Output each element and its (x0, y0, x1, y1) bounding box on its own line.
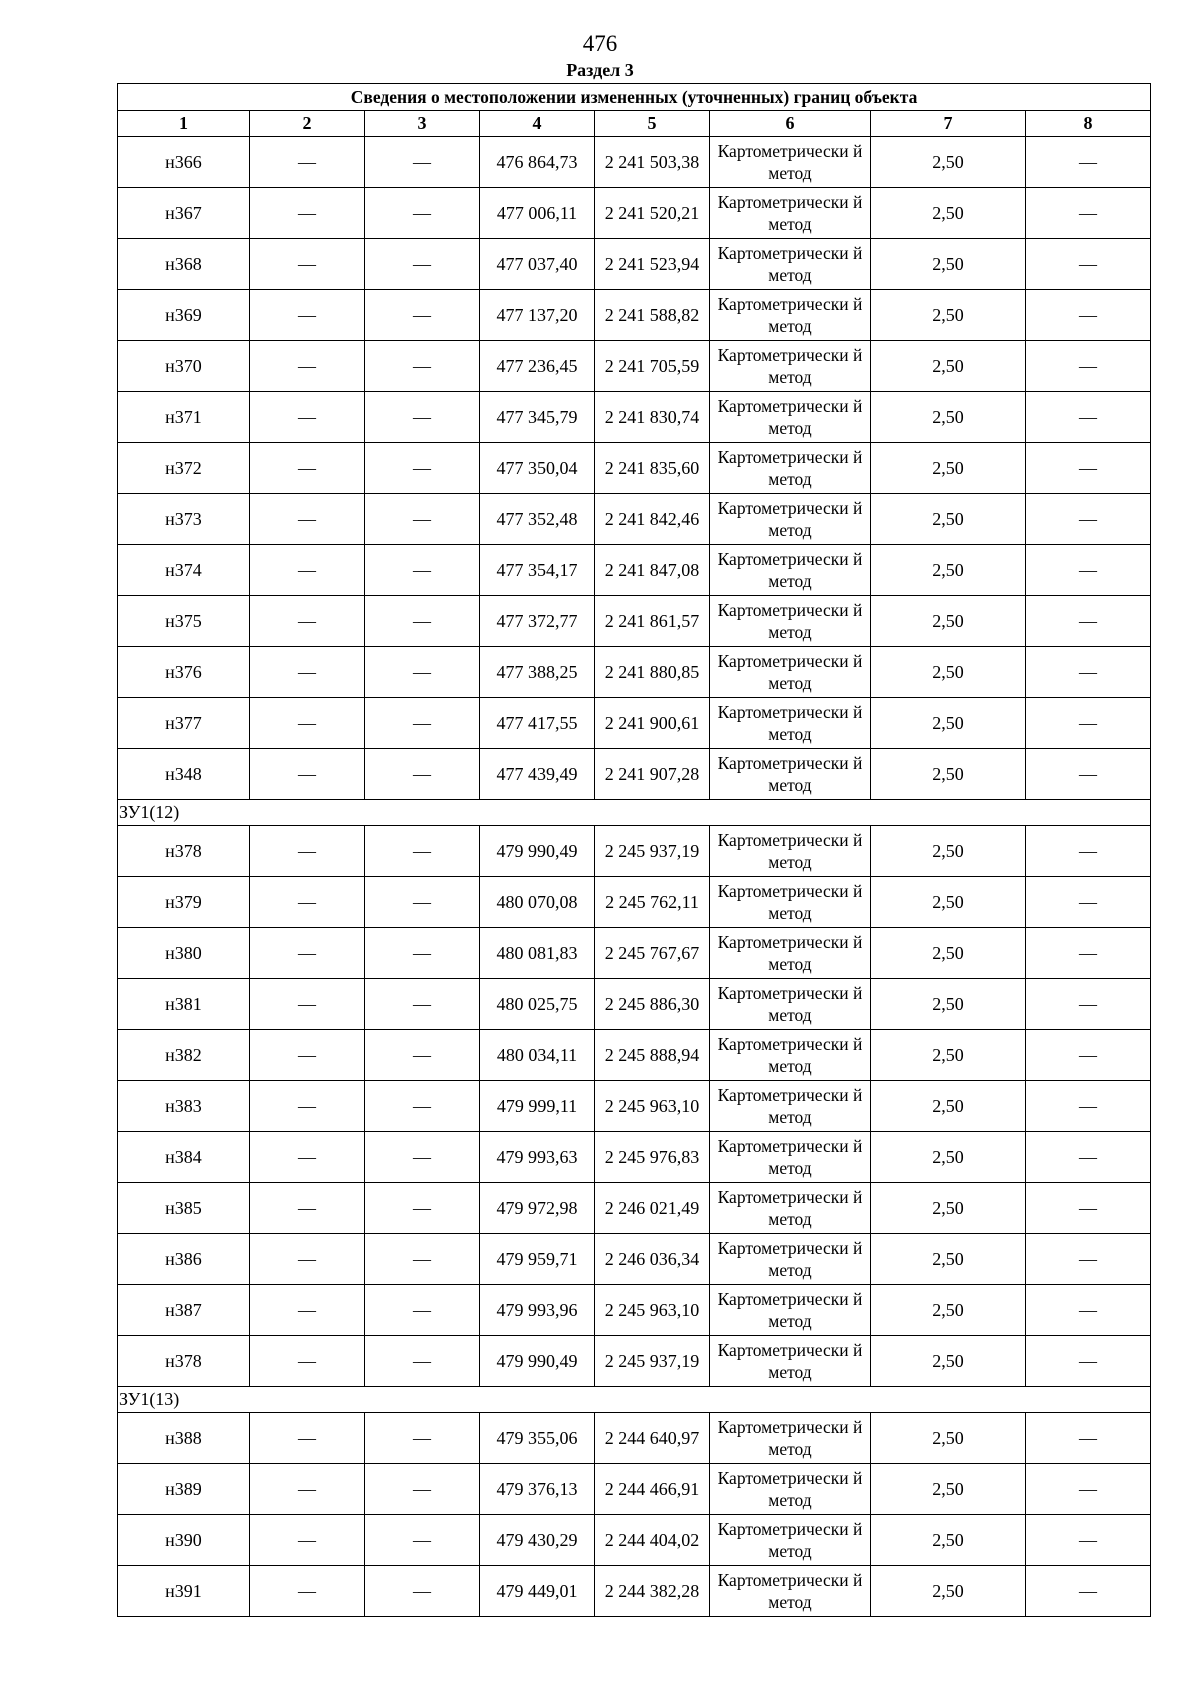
table-row (118, 290, 1151, 341)
col3-value: — (365, 877, 480, 928)
section-title: Раздел 3 (566, 60, 634, 80)
x-coordinate: 477 417,55 (480, 698, 595, 749)
col2-value: — (250, 698, 365, 749)
col8-value: — (1026, 647, 1151, 698)
x-coordinate: 479 990,49 (480, 1336, 595, 1387)
col8-value: — (1026, 877, 1151, 928)
col3-value: — (365, 239, 480, 290)
point-name: н371 (118, 392, 250, 443)
accuracy: 2,50 (871, 290, 1026, 341)
col8-value: — (1026, 1030, 1151, 1081)
point-name: н381 (118, 979, 250, 1030)
col8-value: — (1026, 698, 1151, 749)
accuracy: 2,50 (871, 1030, 1026, 1081)
table-row (118, 596, 1151, 647)
col2-value: — (250, 1464, 365, 1515)
x-coordinate: 479 430,29 (480, 1515, 595, 1566)
x-coordinate: 477 439,49 (480, 749, 595, 800)
col2-value: — (250, 1183, 365, 1234)
col3-value: — (365, 1234, 480, 1285)
y-coordinate: 2 241 847,08 (595, 545, 710, 596)
accuracy: 2,50 (871, 239, 1026, 290)
y-coordinate: 2 246 021,49 (595, 1183, 710, 1234)
col3-value: — (365, 979, 480, 1030)
column-number: 5 (595, 111, 710, 137)
x-coordinate: 477 354,17 (480, 545, 595, 596)
column-number: 6 (710, 111, 871, 137)
table-row (118, 647, 1151, 698)
group-row (118, 1387, 1151, 1413)
point-name: н375 (118, 596, 250, 647)
x-coordinate: 479 355,06 (480, 1413, 595, 1464)
column-number: 2 (250, 111, 365, 137)
col3-value: — (365, 392, 480, 443)
col2-value: — (250, 1413, 365, 1464)
y-coordinate: 2 244 382,28 (595, 1566, 710, 1617)
y-coordinate: 2 241 861,57 (595, 596, 710, 647)
col8-value: — (1026, 826, 1151, 877)
col2-value: — (250, 1336, 365, 1387)
accuracy: 2,50 (871, 494, 1026, 545)
point-name: н377 (118, 698, 250, 749)
accuracy: 2,50 (871, 1413, 1026, 1464)
col8-value: — (1026, 928, 1151, 979)
col3-value: — (365, 1464, 480, 1515)
method: Картометрически й метод (710, 826, 871, 877)
col8-value: — (1026, 239, 1151, 290)
col3-value: — (365, 494, 480, 545)
col8-value: — (1026, 137, 1151, 188)
y-coordinate: 2 245 767,67 (595, 928, 710, 979)
x-coordinate: 480 025,75 (480, 979, 595, 1030)
column-number-row (118, 111, 1151, 137)
col3-value: — (365, 290, 480, 341)
table-row (118, 137, 1151, 188)
col3-value: — (365, 443, 480, 494)
method: Картометрически й метод (710, 749, 871, 800)
method: Картометрически й метод (710, 1464, 871, 1515)
col2-value: — (250, 1566, 365, 1617)
col3-value: — (365, 826, 480, 877)
point-name: н368 (118, 239, 250, 290)
col8-value: — (1026, 1234, 1151, 1285)
col8-value: — (1026, 341, 1151, 392)
accuracy: 2,50 (871, 1464, 1026, 1515)
table-row (118, 545, 1151, 596)
point-name: н376 (118, 647, 250, 698)
y-coordinate: 2 244 466,91 (595, 1464, 710, 1515)
accuracy: 2,50 (871, 1081, 1026, 1132)
method: Картометрически й метод (710, 1515, 871, 1566)
col8-value: — (1026, 1336, 1151, 1387)
col2-value: — (250, 239, 365, 290)
y-coordinate: 2 245 976,83 (595, 1132, 710, 1183)
point-name: н385 (118, 1183, 250, 1234)
table-row (118, 1132, 1151, 1183)
col8-value: — (1026, 545, 1151, 596)
accuracy: 2,50 (871, 596, 1026, 647)
column-number: 8 (1026, 111, 1151, 137)
y-coordinate: 2 245 762,11 (595, 877, 710, 928)
method: Картометрически й метод (710, 647, 871, 698)
method: Картометрически й метод (710, 1081, 871, 1132)
col2-value: — (250, 979, 365, 1030)
accuracy: 2,50 (871, 1285, 1026, 1336)
group-label: ЗУ1(12) (118, 800, 1151, 826)
y-coordinate: 2 241 523,94 (595, 239, 710, 290)
col2-value: — (250, 137, 365, 188)
coordinates-table (117, 83, 1151, 1617)
col3-value: — (365, 749, 480, 800)
page-number: 476 (582, 31, 618, 56)
group-row (118, 800, 1151, 826)
x-coordinate: 480 081,83 (480, 928, 595, 979)
col2-value: — (250, 1234, 365, 1285)
method: Картометрически й метод (710, 137, 871, 188)
column-number: 3 (365, 111, 480, 137)
col3-value: — (365, 1336, 480, 1387)
col8-value: — (1026, 1285, 1151, 1336)
table-row (118, 1030, 1151, 1081)
table-row (118, 698, 1151, 749)
col3-value: — (365, 1030, 480, 1081)
col2-value: — (250, 443, 365, 494)
table-row (118, 1336, 1151, 1387)
point-name: н374 (118, 545, 250, 596)
table-row (118, 1566, 1151, 1617)
x-coordinate: 479 376,13 (480, 1464, 595, 1515)
y-coordinate: 2 244 640,97 (595, 1413, 710, 1464)
table-row (118, 1081, 1151, 1132)
col2-value: — (250, 877, 365, 928)
y-coordinate: 2 241 907,28 (595, 749, 710, 800)
point-name: н386 (118, 1234, 250, 1285)
col2-value: — (250, 1081, 365, 1132)
col8-value: — (1026, 1413, 1151, 1464)
col8-value: — (1026, 1464, 1151, 1515)
point-name: н384 (118, 1132, 250, 1183)
y-coordinate: 2 241 900,61 (595, 698, 710, 749)
col3-value: — (365, 698, 480, 749)
x-coordinate: 477 236,45 (480, 341, 595, 392)
accuracy: 2,50 (871, 392, 1026, 443)
col2-value: — (250, 545, 365, 596)
x-coordinate: 479 993,63 (480, 1132, 595, 1183)
col2-value: — (250, 494, 365, 545)
col3-value: — (365, 1132, 480, 1183)
accuracy: 2,50 (871, 1183, 1026, 1234)
table-row (118, 341, 1151, 392)
accuracy: 2,50 (871, 341, 1026, 392)
y-coordinate: 2 241 705,59 (595, 341, 710, 392)
x-coordinate: 477 372,77 (480, 596, 595, 647)
point-name: н387 (118, 1285, 250, 1336)
col3-value: — (365, 188, 480, 239)
accuracy: 2,50 (871, 698, 1026, 749)
col3-value: — (365, 1081, 480, 1132)
method: Картометрически й метод (710, 1336, 871, 1387)
accuracy: 2,50 (871, 979, 1026, 1030)
x-coordinate: 476 864,73 (480, 137, 595, 188)
method: Картометрически й метод (710, 443, 871, 494)
x-coordinate: 480 034,11 (480, 1030, 595, 1081)
y-coordinate: 2 246 036,34 (595, 1234, 710, 1285)
y-coordinate: 2 245 937,19 (595, 1336, 710, 1387)
point-name: н372 (118, 443, 250, 494)
col8-value: — (1026, 979, 1151, 1030)
point-name: н390 (118, 1515, 250, 1566)
col2-value: — (250, 188, 365, 239)
x-coordinate: 480 070,08 (480, 877, 595, 928)
y-coordinate: 2 241 880,85 (595, 647, 710, 698)
x-coordinate: 477 006,11 (480, 188, 595, 239)
y-coordinate: 2 245 963,10 (595, 1285, 710, 1336)
method: Картометрически й метод (710, 1413, 871, 1464)
y-coordinate: 2 245 886,30 (595, 979, 710, 1030)
col3-value: — (365, 1285, 480, 1336)
method: Картометрически й метод (710, 1132, 871, 1183)
x-coordinate: 479 959,71 (480, 1234, 595, 1285)
table-row (118, 188, 1151, 239)
col3-value: — (365, 1566, 480, 1617)
col8-value: — (1026, 188, 1151, 239)
method: Картометрически й метод (710, 979, 871, 1030)
col8-value: — (1026, 596, 1151, 647)
col8-value: — (1026, 1081, 1151, 1132)
accuracy: 2,50 (871, 1515, 1026, 1566)
col2-value: — (250, 749, 365, 800)
table-row (118, 239, 1151, 290)
accuracy: 2,50 (871, 1336, 1026, 1387)
method: Картометрически й метод (710, 1566, 871, 1617)
col3-value: — (365, 928, 480, 979)
accuracy: 2,50 (871, 1132, 1026, 1183)
table-row (118, 443, 1151, 494)
col3-value: — (365, 647, 480, 698)
y-coordinate: 2 245 937,19 (595, 826, 710, 877)
accuracy: 2,50 (871, 877, 1026, 928)
accuracy: 2,50 (871, 1566, 1026, 1617)
x-coordinate: 479 972,98 (480, 1183, 595, 1234)
method: Картометрически й метод (710, 392, 871, 443)
x-coordinate: 477 352,48 (480, 494, 595, 545)
col8-value: — (1026, 392, 1151, 443)
x-coordinate: 479 449,01 (480, 1566, 595, 1617)
table-row (118, 392, 1151, 443)
y-coordinate: 2 245 963,10 (595, 1081, 710, 1132)
col2-value: — (250, 341, 365, 392)
point-name: н391 (118, 1566, 250, 1617)
y-coordinate: 2 245 888,94 (595, 1030, 710, 1081)
col8-value: — (1026, 1132, 1151, 1183)
x-coordinate: 479 990,49 (480, 826, 595, 877)
x-coordinate: 477 350,04 (480, 443, 595, 494)
table-row (118, 749, 1151, 800)
table-row (118, 1413, 1151, 1464)
col2-value: — (250, 596, 365, 647)
table-row (118, 494, 1151, 545)
col3-value: — (365, 137, 480, 188)
y-coordinate: 2 241 830,74 (595, 392, 710, 443)
y-coordinate: 2 241 588,82 (595, 290, 710, 341)
table-caption-row (118, 84, 1151, 111)
point-name: н366 (118, 137, 250, 188)
x-coordinate: 479 999,11 (480, 1081, 595, 1132)
method: Картометрически й метод (710, 698, 871, 749)
table-row (118, 979, 1151, 1030)
col3-value: — (365, 341, 480, 392)
method: Картометрически й метод (710, 1183, 871, 1234)
table-row (118, 1464, 1151, 1515)
col3-value: — (365, 596, 480, 647)
point-name: н380 (118, 928, 250, 979)
y-coordinate: 2 241 503,38 (595, 137, 710, 188)
method: Картометрически й метод (710, 239, 871, 290)
point-name: н389 (118, 1464, 250, 1515)
table-row (118, 1183, 1151, 1234)
method: Картометрически й метод (710, 596, 871, 647)
group-label: ЗУ1(13) (118, 1387, 1151, 1413)
column-number: 7 (871, 111, 1026, 137)
method: Картометрически й метод (710, 290, 871, 341)
accuracy: 2,50 (871, 647, 1026, 698)
method: Картометрически й метод (710, 545, 871, 596)
col8-value: — (1026, 494, 1151, 545)
method: Картометрически й метод (710, 1285, 871, 1336)
point-name: н382 (118, 1030, 250, 1081)
column-number: 1 (118, 111, 250, 137)
col8-value: — (1026, 1183, 1151, 1234)
table-row (118, 1285, 1151, 1336)
x-coordinate: 479 993,96 (480, 1285, 595, 1336)
point-name: н367 (118, 188, 250, 239)
col2-value: — (250, 392, 365, 443)
table-row (118, 826, 1151, 877)
col3-value: — (365, 1183, 480, 1234)
accuracy: 2,50 (871, 137, 1026, 188)
table-body (118, 137, 1151, 1617)
col8-value: — (1026, 1515, 1151, 1566)
accuracy: 2,50 (871, 928, 1026, 979)
y-coordinate: 2 241 520,21 (595, 188, 710, 239)
point-name: н379 (118, 877, 250, 928)
method: Картометрически й метод (710, 494, 871, 545)
method: Картометрически й метод (710, 1030, 871, 1081)
y-coordinate: 2 241 835,60 (595, 443, 710, 494)
col8-value: — (1026, 1566, 1151, 1617)
column-number: 4 (480, 111, 595, 137)
col2-value: — (250, 928, 365, 979)
method: Картометрически й метод (710, 341, 871, 392)
method: Картометрически й метод (710, 1234, 871, 1285)
point-name: н370 (118, 341, 250, 392)
accuracy: 2,50 (871, 826, 1026, 877)
table-row (118, 1234, 1151, 1285)
col8-value: — (1026, 749, 1151, 800)
method: Картометрически й метод (710, 877, 871, 928)
table-row (118, 877, 1151, 928)
x-coordinate: 477 388,25 (480, 647, 595, 698)
col8-value: — (1026, 290, 1151, 341)
table-row (118, 928, 1151, 979)
accuracy: 2,50 (871, 545, 1026, 596)
accuracy: 2,50 (871, 443, 1026, 494)
col2-value: — (250, 647, 365, 698)
col2-value: — (250, 1132, 365, 1183)
col2-value: — (250, 826, 365, 877)
x-coordinate: 477 137,20 (480, 290, 595, 341)
table-row (118, 1515, 1151, 1566)
col2-value: — (250, 290, 365, 341)
y-coordinate: 2 241 842,46 (595, 494, 710, 545)
col3-value: — (365, 545, 480, 596)
accuracy: 2,50 (871, 188, 1026, 239)
accuracy: 2,50 (871, 1234, 1026, 1285)
accuracy: 2,50 (871, 749, 1026, 800)
point-name: н378 (118, 1336, 250, 1387)
point-name: н383 (118, 1081, 250, 1132)
col2-value: — (250, 1515, 365, 1566)
col2-value: — (250, 1030, 365, 1081)
method: Картометрически й метод (710, 928, 871, 979)
point-name: н348 (118, 749, 250, 800)
x-coordinate: 477 345,79 (480, 392, 595, 443)
point-name: н369 (118, 290, 250, 341)
col2-value: — (250, 1285, 365, 1336)
col8-value: — (1026, 443, 1151, 494)
y-coordinate: 2 244 404,02 (595, 1515, 710, 1566)
table-caption: Сведения о местоположении измененных (уточненных) границ объекта (118, 84, 1151, 111)
col3-value: — (365, 1413, 480, 1464)
col3-value: — (365, 1515, 480, 1566)
x-coordinate: 477 037,40 (480, 239, 595, 290)
method: Картометрически й метод (710, 188, 871, 239)
point-name: н373 (118, 494, 250, 545)
point-name: н388 (118, 1413, 250, 1464)
point-name: н378 (118, 826, 250, 877)
